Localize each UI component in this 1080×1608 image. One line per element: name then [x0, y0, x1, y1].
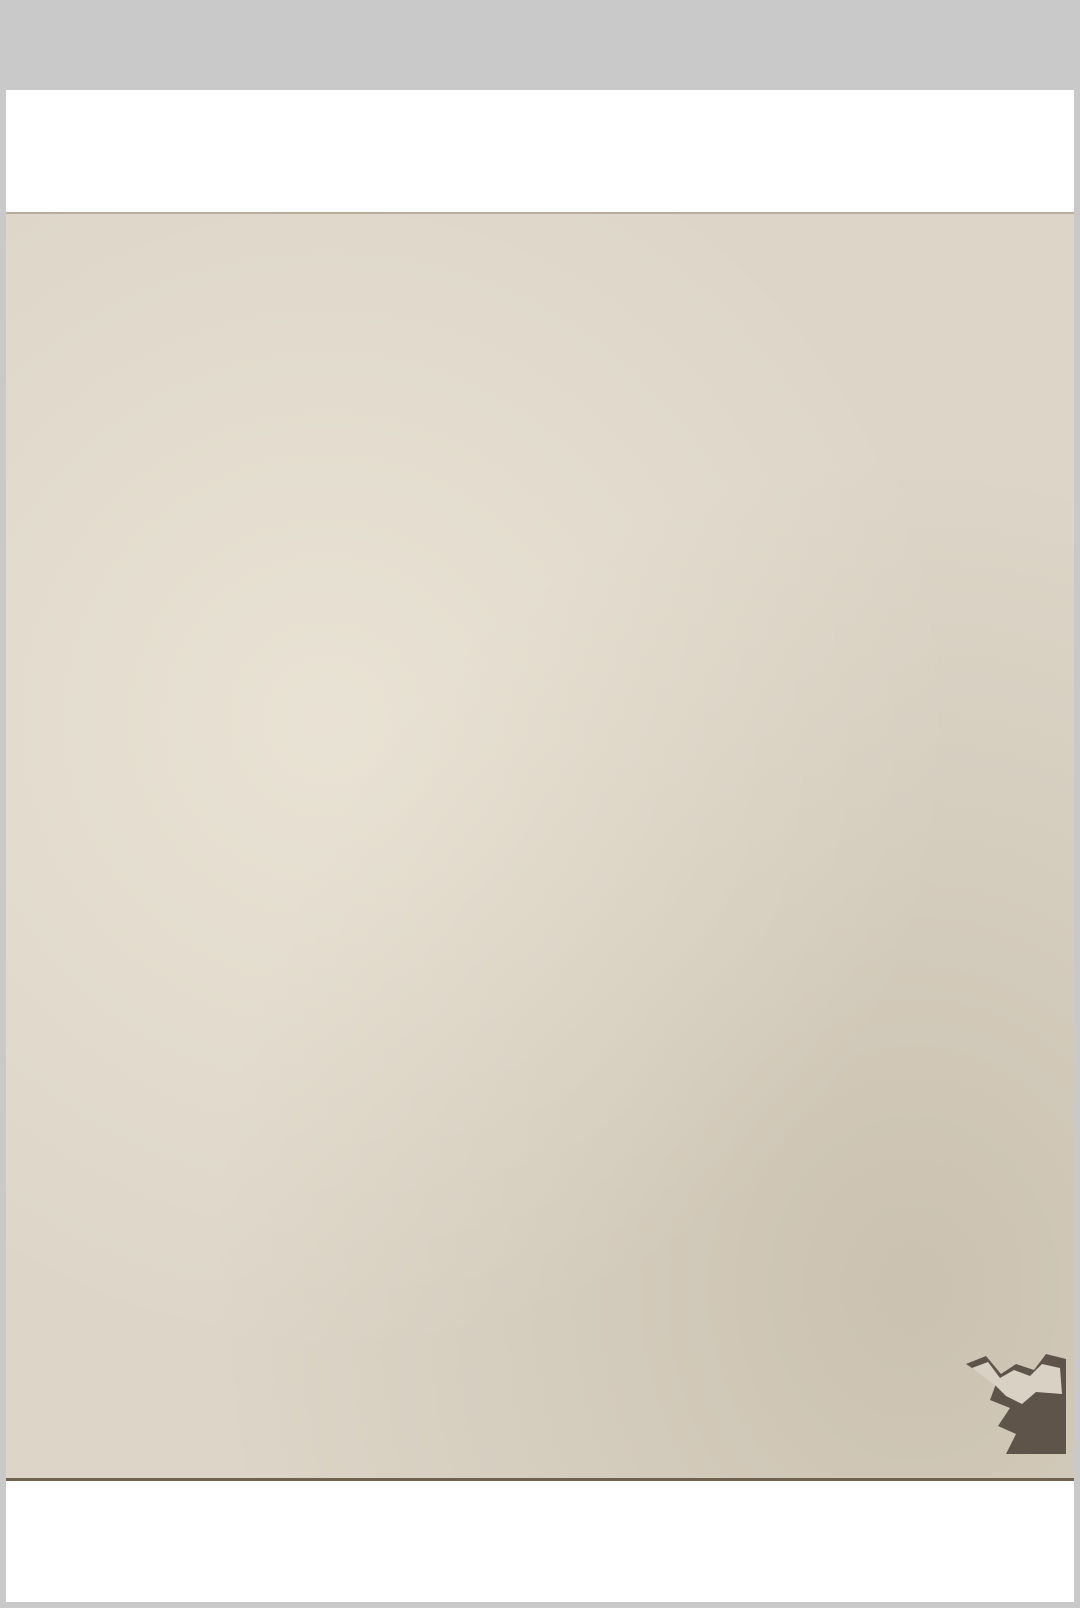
torn-corner-graphic: [946, 1334, 1066, 1454]
manuscript-page: [6, 212, 1074, 1481]
